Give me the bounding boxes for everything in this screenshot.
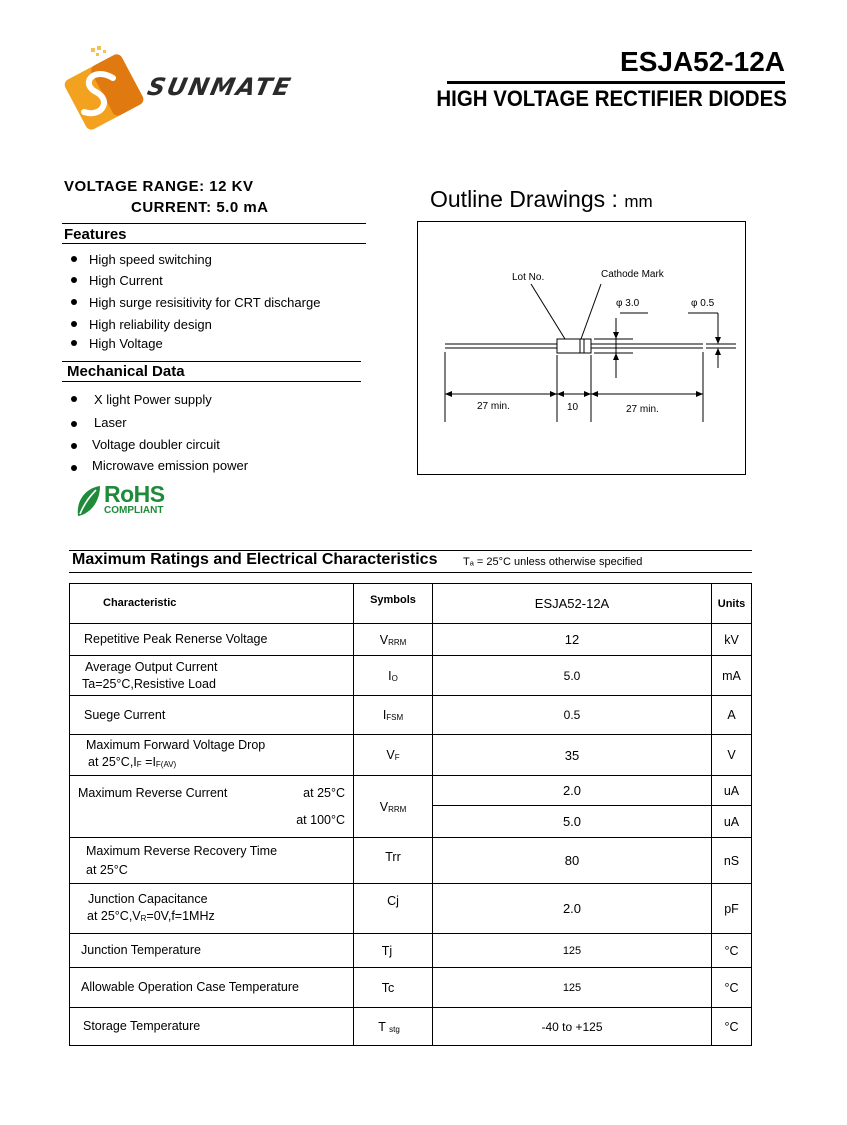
cell-characteristic: Repetitive Peak Renerse Voltage <box>70 624 354 656</box>
cell-characteristic: Storage Temperature <box>70 1008 354 1046</box>
cell-characteristic: Junction Capacitance at 25°C,VR=0V,f=1MHz <box>70 884 354 934</box>
table-row <box>70 735 752 776</box>
cell-value: -40 to +125 <box>433 1008 712 1046</box>
current-rating: CURRENT: 5.0 mA <box>131 199 269 216</box>
cell-characteristic: Maximum Reverse Recovery Time at 25°C <box>70 838 354 884</box>
table-header-row <box>70 584 752 624</box>
ratings-title: Maximum Ratings and Electrical Characteristics <box>72 551 438 568</box>
cell-unit: pF <box>712 884 752 934</box>
divider <box>62 223 366 224</box>
list-item: High speed switching <box>67 252 320 273</box>
body-diameter-label: φ 3.0 <box>616 298 640 309</box>
cell-unit: A <box>712 696 752 735</box>
table-row <box>70 1008 752 1046</box>
list-item: High Voltage <box>67 336 320 356</box>
list-item: High Current <box>67 273 320 295</box>
cell-value: 80 <box>433 838 712 884</box>
cell-characteristic: Average Output Current Ta=25°C,Resistive Load <box>70 656 354 696</box>
cathode-mark-label: Cathode Mark <box>601 269 664 280</box>
sunmate-logo-icon <box>58 44 153 134</box>
cell-symbol: IFSM <box>354 696 433 735</box>
cell-unit: °C <box>712 968 752 1008</box>
cell-unit: nS <box>712 838 752 884</box>
rohs-compliant-text: COMPLIANT <box>104 505 164 516</box>
mechanical-list <box>67 392 248 479</box>
cell-characteristic: Maximum Forward Voltage Drop at 25°C,IF =IF(AV) <box>70 735 354 776</box>
header-symbols: Symbols <box>354 584 433 624</box>
table-row <box>70 624 752 656</box>
list-item: Voltage doubler circuit <box>67 437 248 458</box>
cell-symbol: Trr <box>354 838 433 884</box>
features-heading: Features <box>64 226 127 243</box>
header-units: Units <box>712 584 752 624</box>
table-row <box>70 884 752 934</box>
list-item: Laser <box>67 415 248 437</box>
list-item: High reliability design <box>67 317 320 336</box>
document-subtitle: HIGH VOLTAGE RECTIFIER DIODES <box>436 86 787 111</box>
cell-unit: °C <box>712 1008 752 1046</box>
cell-value: 125 <box>433 934 712 968</box>
title-rule <box>447 81 785 84</box>
right-lead-length: 27 min. <box>626 404 659 415</box>
divider <box>62 243 366 244</box>
header-characteristic: Characteristic <box>70 584 354 624</box>
cell-value: 5.0 <box>433 806 712 838</box>
leaf-icon <box>74 484 102 518</box>
cell-symbol: VRRM <box>354 624 433 656</box>
cell-value: 12 <box>433 624 712 656</box>
list-item: High surge resisitivity for CRT discharge <box>67 295 320 317</box>
header-part: ESJA52-12A <box>433 584 712 624</box>
cell-characteristic: Suege Current <box>70 696 354 735</box>
list-item: Microwave emission power <box>67 458 248 479</box>
outline-drawing <box>417 221 746 475</box>
cell-symbol: Tc <box>354 968 433 1008</box>
cell-symbol: VRRM <box>354 776 433 838</box>
cell-value: 0.5 <box>433 696 712 735</box>
cell-value: 35 <box>433 735 712 776</box>
outline-title: Outline Drawings : mm <box>430 186 653 212</box>
table-row <box>70 968 752 1008</box>
mechanical-heading: Mechanical Data <box>67 363 185 380</box>
cell-symbol: Tj <box>354 934 433 968</box>
lead-diameter-label: φ 0.5 <box>691 298 715 309</box>
cell-unit: kV <box>712 624 752 656</box>
table-row <box>70 776 752 806</box>
cell-unit: °C <box>712 934 752 968</box>
cell-symbol: VF <box>354 735 433 776</box>
body-length: 10 <box>567 402 579 413</box>
rohs-badge <box>74 481 178 520</box>
voltage-range: VOLTAGE RANGE: 12 KV <box>64 178 254 195</box>
brand-name: SUNMATE <box>145 73 295 101</box>
ratings-table <box>69 583 752 1046</box>
cell-value: 2.0 <box>433 884 712 934</box>
divider <box>62 361 361 362</box>
lot-no-label: Lot No. <box>512 272 545 283</box>
cell-characteristic: Junction Temperature <box>70 934 354 968</box>
ratings-note: Tₐ = 25°C unless otherwise specified <box>463 556 643 568</box>
rohs-text: RoHS <box>104 481 165 507</box>
divider <box>62 381 361 382</box>
features-list <box>67 252 320 356</box>
table-row <box>70 696 752 735</box>
table-row <box>70 934 752 968</box>
cell-characteristic: Allowable Operation Case Temperature <box>70 968 354 1008</box>
cell-unit: V <box>712 735 752 776</box>
list-item: X light Power supply <box>67 392 248 415</box>
cell-symbol: Cj <box>354 884 433 934</box>
divider <box>69 572 752 573</box>
cell-symbol: T stg <box>354 1008 433 1046</box>
table-row <box>70 656 752 696</box>
left-lead-length: 27 min. <box>477 401 510 412</box>
cell-unit: uA <box>712 806 752 838</box>
cell-symbol: IO <box>354 656 433 696</box>
diode-drawing <box>418 222 745 474</box>
cell-value: 5.0 <box>433 656 712 696</box>
cell-value: 2.0 <box>433 776 712 806</box>
part-number: ESJA52-12A <box>620 46 785 77</box>
cell-unit: uA <box>712 776 752 806</box>
cell-unit: mA <box>712 656 752 696</box>
cell-characteristic: Maximum Reverse Current at 25°C at 100°C <box>70 776 354 838</box>
table-row <box>70 838 752 884</box>
cell-value: 125 <box>433 968 712 1008</box>
